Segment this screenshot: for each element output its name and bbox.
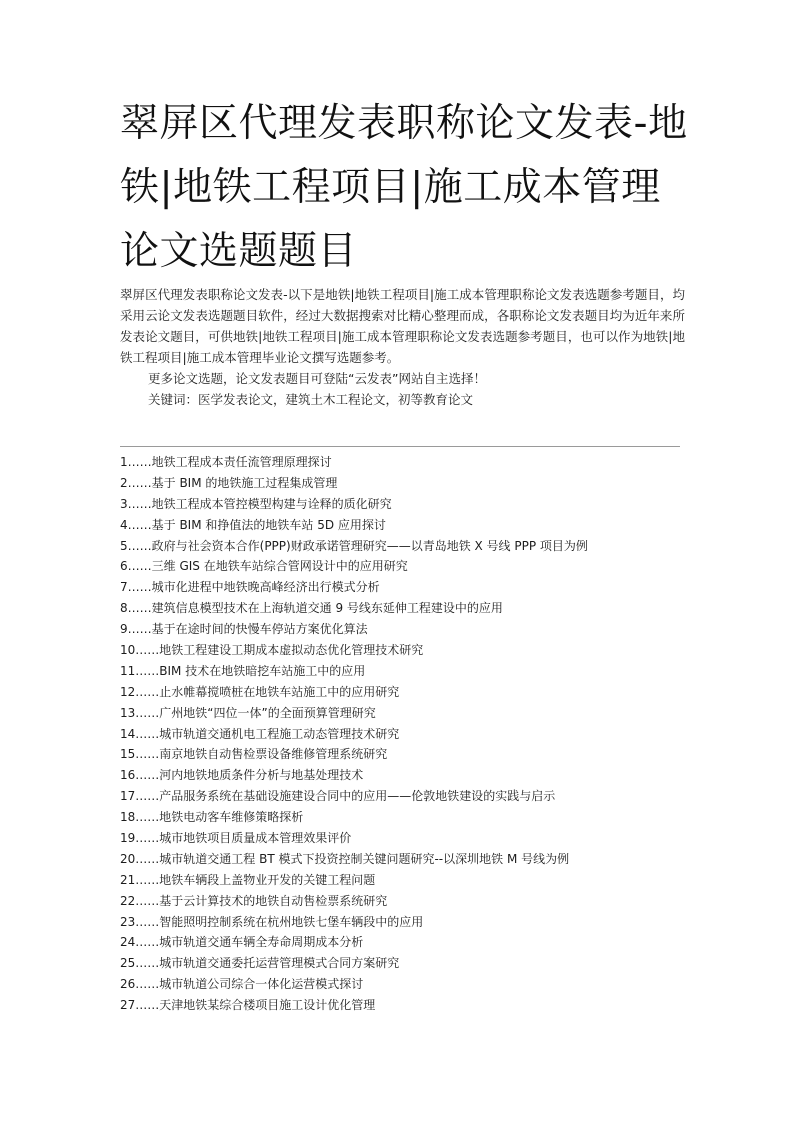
topic-item[interactable]: 24……城市轨道交通车辆全寿命周期成本分析	[120, 935, 364, 950]
topic-item[interactable]: 18……地铁电动客车维修策略探析	[120, 810, 304, 825]
document-title: 翠屏区代理发表职称论文发表-地铁|地铁工程项目|施工成本管理论文选题题目	[120, 101, 688, 274]
topic-item[interactable]: 14……城市轨道交通机电工程施工动态管理技术研究	[120, 726, 400, 741]
topic-item[interactable]: 21……地铁车辆段上盖物业开发的关键工程问题	[120, 872, 376, 887]
topic-item[interactable]: 22……基于云计算技术的地铁自动售检票系统研究	[120, 893, 388, 908]
topic-item[interactable]: 11……BIM 技术在地铁暗挖车站施工中的应用	[120, 663, 366, 678]
topic-item[interactable]: 20……城市轨道交通工程 BT 模式下投资控制关键问题研究--以深圳地铁 M 号线为例	[120, 851, 570, 866]
topic-item[interactable]: 10……地铁工程建设工期成本虚拟动态优化管理技术研究	[120, 643, 424, 658]
topic-item[interactable]: 19……城市地铁项目质量成本管理效果评价	[120, 831, 352, 846]
topic-item[interactable]: 16……河内地铁地质条件分析与地基处理技术	[120, 768, 364, 783]
keywords-line: 关键词：医学发表论文，建筑土木工程论文，初等教育论文	[148, 392, 474, 407]
topic-item[interactable]: 7……城市化进程中地铁晚高峰经济出行模式分析	[120, 580, 380, 595]
topic-item[interactable]: 17……产品服务系统在基础设施建设合同中的应用——伦敦地铁建设的实践与启示	[120, 789, 556, 804]
topic-list	[120, 452, 685, 1016]
topic-item[interactable]: 27……天津地铁某综合楼项目施工设计优化管理	[120, 998, 376, 1013]
topic-item[interactable]: 2……基于 BIM 的地铁施工过程集成管理	[120, 475, 338, 490]
topic-item[interactable]: 1……地铁工程成本责任流管理原理探讨	[120, 455, 332, 469]
topic-item[interactable]: 8……建筑信息模型技术在上海轨道交通 9 号线东延伸工程建设中的应用	[120, 601, 503, 616]
topic-item[interactable]: 6……三维 GIS 在地铁车站综合管网设计中的应用研究	[120, 559, 408, 574]
more-topics-note: 更多论文选题，论文发表题目可登陆“云发表”网站自主选择！	[148, 371, 486, 386]
topic-item[interactable]: 13……广州地铁“四位一体”的全面预算管理研究	[120, 705, 376, 720]
topic-item[interactable]: 12……止水帷幕搅喷桩在地铁车站施工中的应用研究	[120, 684, 400, 699]
topic-item[interactable]: 23……智能照明控制系统在杭州地铁七堡车辆段中的应用	[120, 914, 424, 929]
topic-item[interactable]: 25……城市轨道交通委托运营管理模式合同方案研究	[120, 956, 400, 971]
topic-item[interactable]: 3……地铁工程成本管控模型构建与诠释的质化研究	[120, 496, 392, 511]
topic-item[interactable]: 15……南京地铁自动售检票设备维修管理系统研究	[120, 747, 388, 762]
section-divider	[120, 446, 680, 447]
topic-item[interactable]: 4……基于 BIM 和挣值法的地铁车站 5D 应用探讨	[120, 517, 386, 532]
topic-item[interactable]: 26……城市轨道公司综合一体化运营模式探讨	[120, 977, 364, 992]
topic-item[interactable]: 5……政府与社会资本合作(PPP)财政承诺管理研究——以青岛地铁 X 号线 PPP 项目为例	[120, 538, 588, 553]
intro-paragraph: 翠屏区代理发表职称论文发表-以下是地铁|地铁工程项目|施工成本管理职称论文发表选题参考题目，均采用云论文发表选题题目软件，经过大数据搜索对比精心整理而成，各职称论文发表题目均为近年来所发表论文题目，可供地铁|地铁工程项目|施工成本管理职称论文发表选题参考题目，也可以作为地铁|地铁工程项目|施工成本管理毕业论文撰写选题参考。	[120, 287, 685, 365]
topic-item[interactable]: 9……基于在途时间的快慢车停站方案优化算法	[120, 622, 368, 637]
